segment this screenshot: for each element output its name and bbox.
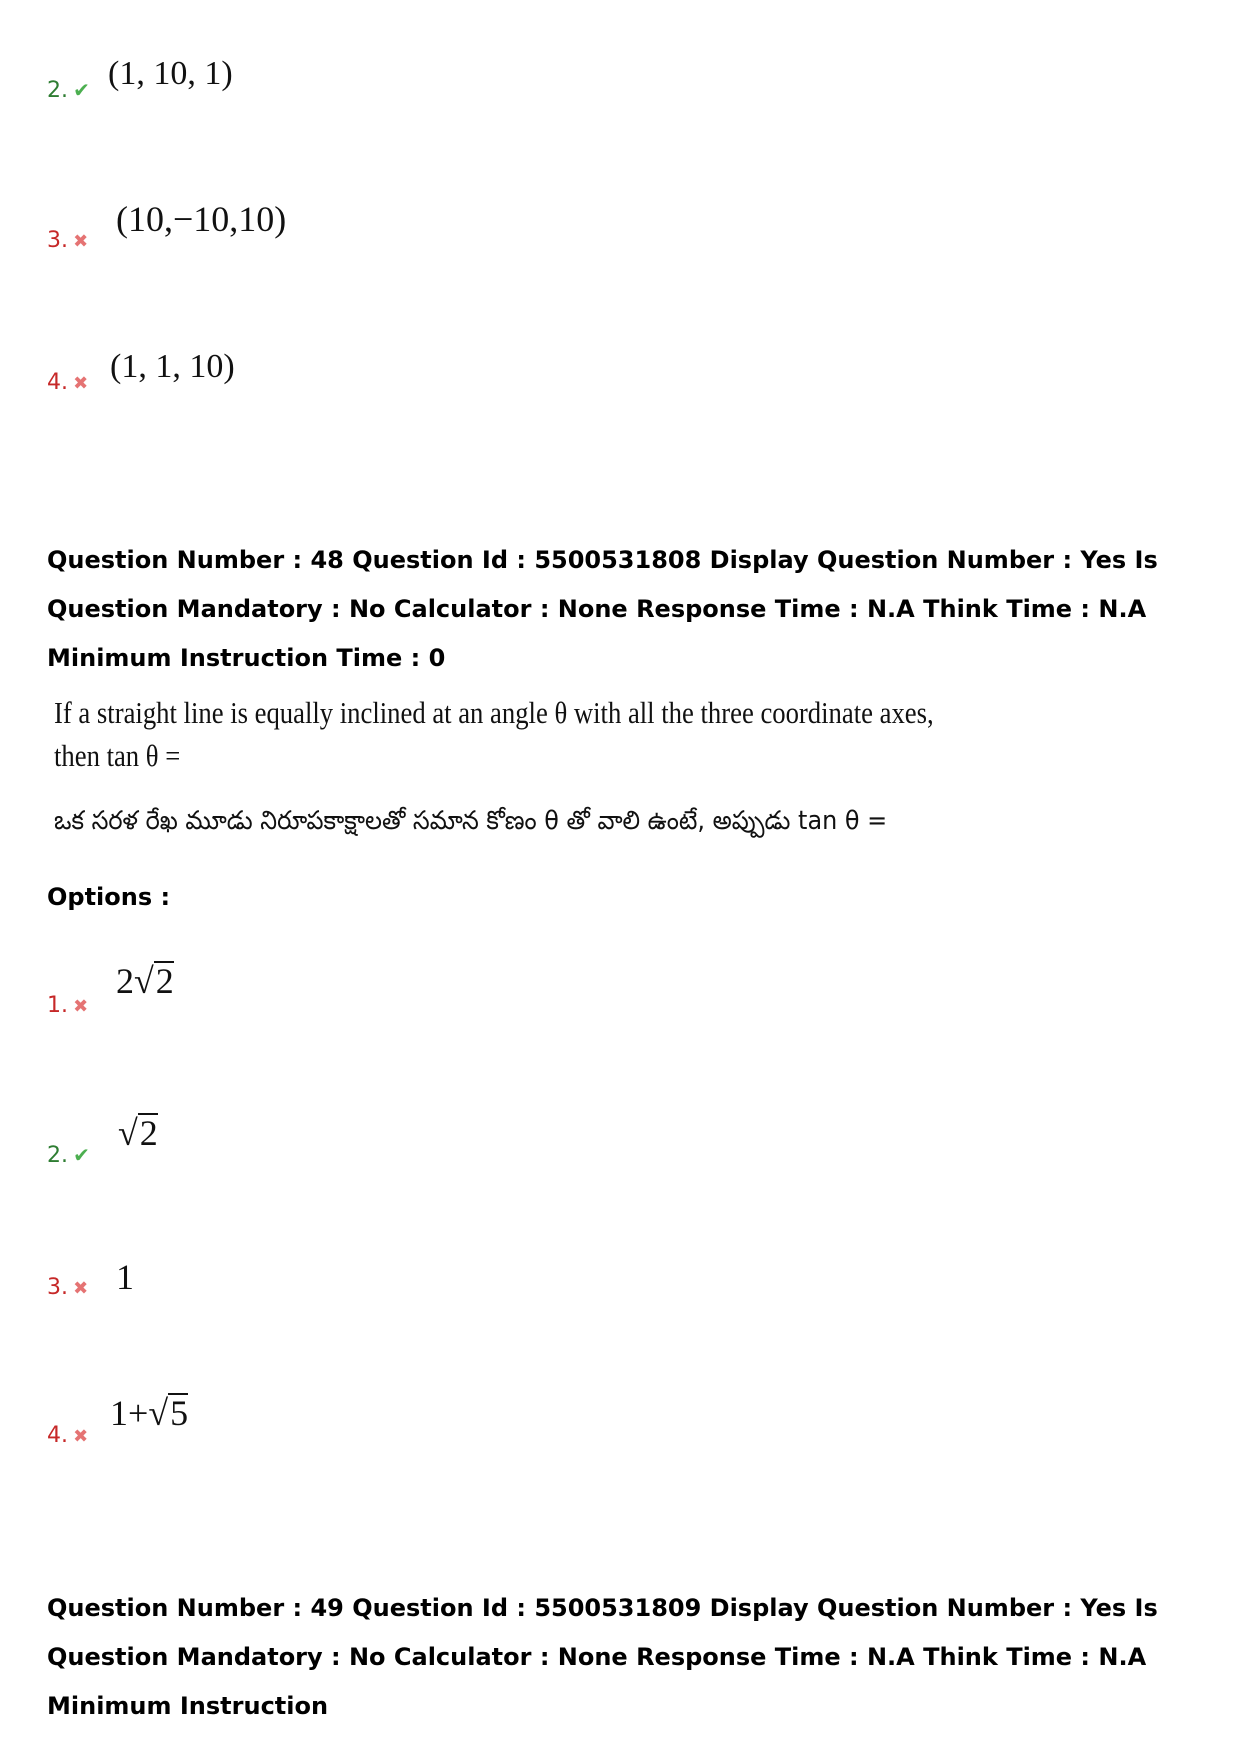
question-text-te: ఒక సరళ రేఖ మూడు నిరూపకాక్షాలతో సమాన కోణం θ తో వాలి ఉంటే, అప్పుడు tan θ =: [54, 806, 888, 836]
option-prefix: 2: [116, 961, 134, 1001]
radicand: 2: [139, 1113, 158, 1153]
option-row: [47, 228, 88, 253]
option-prefix: 1+: [110, 1393, 149, 1433]
option-value: [116, 960, 174, 1002]
option-row: [47, 993, 88, 1018]
option-number: 2.: [47, 1143, 68, 1168]
option-number: 1.: [47, 993, 68, 1018]
cross-icon: ✖: [73, 373, 89, 394]
sqrt-sign: √: [148, 1393, 169, 1433]
cross-icon: ✖: [73, 996, 89, 1017]
option-number: 3.: [47, 1275, 68, 1300]
question-text-en-line2: then tan θ =: [54, 738, 181, 773]
option-value: (10,−10,10): [116, 199, 287, 239]
sqrt-sign: √: [118, 1113, 138, 1153]
option-row: [47, 1143, 90, 1168]
option-row: [47, 1423, 88, 1448]
radicand: 2: [155, 961, 174, 1001]
question-meta: Question Number : 48 Question Id : 5500531808 Display Question Number : Yes Is Question Mandatory : No Calculator : None Response Time : N.A Think Time : N.A Minimum Instruction Time : 0: [47, 546, 1158, 672]
option-value: 1: [116, 1257, 134, 1297]
option-row: [47, 1275, 88, 1300]
option-number: 4.: [47, 370, 68, 395]
option-number: 4.: [47, 1423, 68, 1448]
option-value: [110, 1392, 188, 1434]
question-meta: Question Number : 49 Question Id : 5500531809 Display Question Number : Yes Is Question Mandatory : No Calculator : None Response Time : N.A Think Time : N.A Minimum Instruction: [47, 1594, 1158, 1720]
option-value: (1, 1, 10): [110, 348, 235, 385]
option-row: [47, 78, 90, 103]
cross-icon: ✖: [73, 1278, 89, 1299]
sqrt-sign: √: [134, 961, 154, 1001]
cross-icon: ✖: [73, 231, 89, 252]
option-number: 3.: [47, 228, 68, 253]
option-value: (1, 10, 1): [108, 55, 233, 92]
cross-icon: ✖: [73, 1426, 89, 1447]
option-value: [118, 1112, 158, 1154]
question-text-en-line1: If a straight line is equally inclined at an angle θ with all the three coordinate axes,: [54, 695, 934, 730]
option-row: [47, 370, 88, 395]
options-label: Options :: [47, 883, 171, 911]
option-number: 2.: [47, 78, 68, 103]
check-icon: ✔: [73, 1143, 90, 1167]
radicand: 5: [170, 1393, 189, 1433]
check-icon: ✔: [73, 78, 90, 102]
